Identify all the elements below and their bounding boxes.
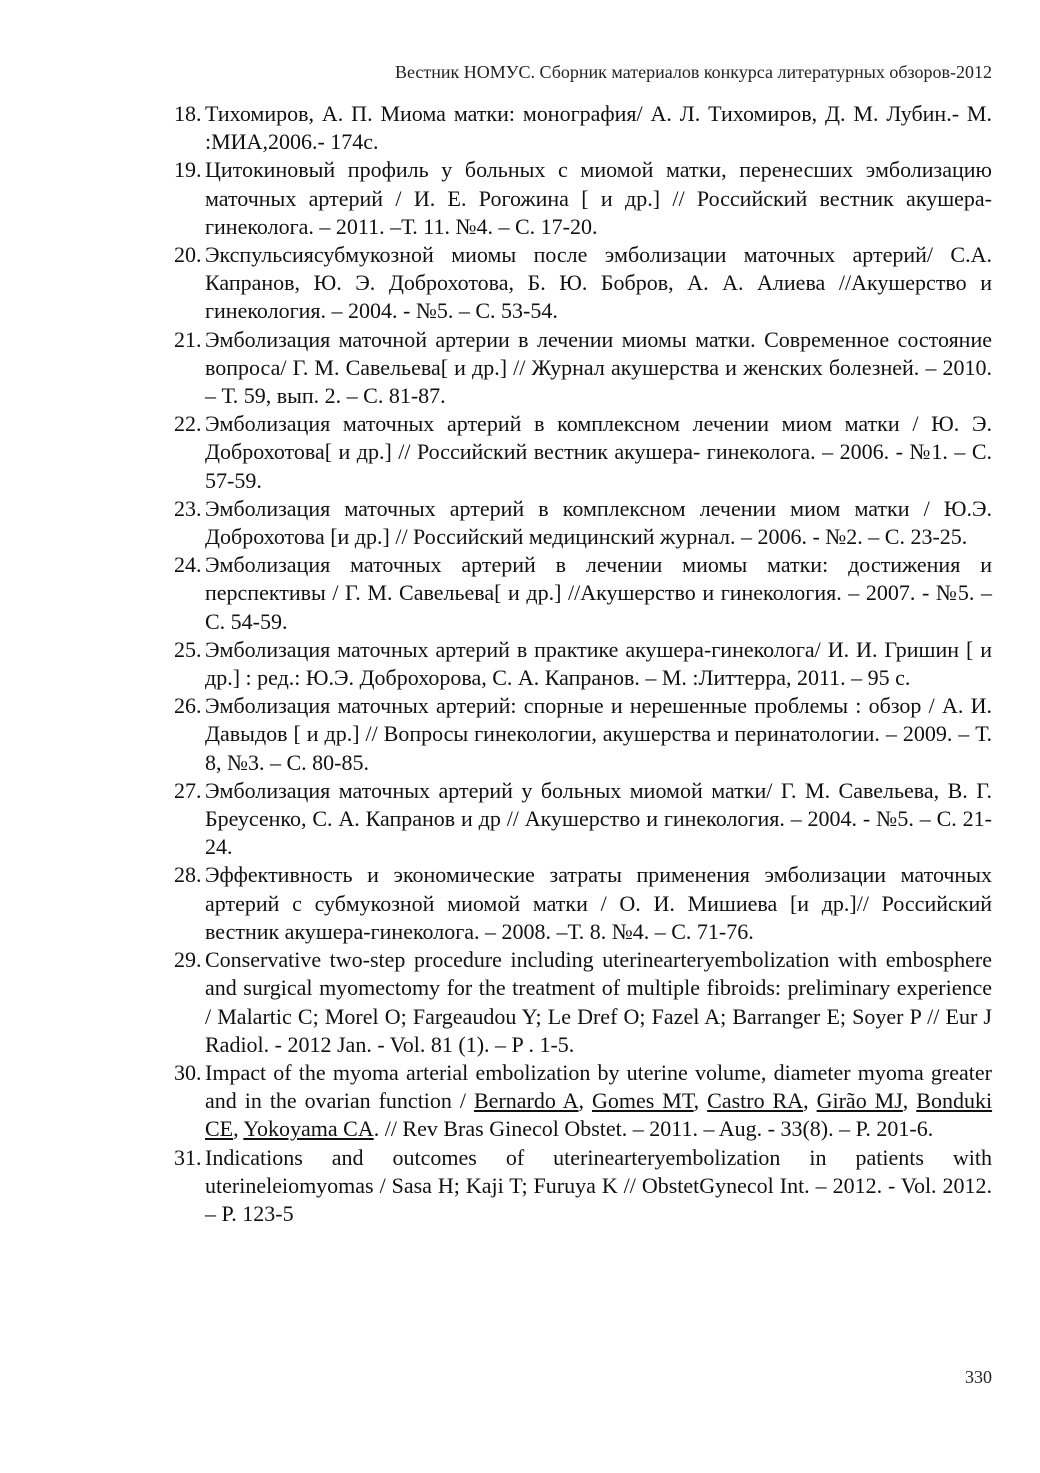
reference-item [174,495,992,551]
reference-text-segment: Цитокиновый профиль у больных с миомой матки, перенесших эмболизацию маточных артерий / И. Е. Рогожина [ и др.] // Российский вестник акушера- гинеколога. – 2011. –Т. 11. №4. – С. 17-20. [205,157,992,239]
reference-text-segment: Indications and outcomes of uterinearteryembolization in patients with uterineleiomyomas / Sasa H; Kaji T; Furuya K // ObstetGynecol Int. – 2012. - Vol. 2012. – P. 123-5 [205,1144,992,1226]
reference-text [205,1060,992,1141]
reference-item [174,410,992,495]
reference-text-segment: Эмболизация маточных артерий в комплексном лечении миом матки / Ю.Э. Доброхотова [и др.] // Российский медицинский журнал. – 2006. - №2. – С. 23-25. [205,495,992,550]
author-link[interactable]: Girão MJ [816,1088,903,1114]
reference-number: 25. [174,636,202,662]
reference-item [174,551,992,636]
reference-text-segment: Эмболизация маточных артерий у больных миомой матки/ Г. М. Савельева, В. Г. Бреусенко, С. А. Капранов и др // Акушерство и гинекология. – 2004. - №5. – С. 21-24. [205,777,992,860]
reference-number: 19. [174,157,202,183]
reference-number: 21. [174,326,202,352]
reference-item [174,156,992,241]
reference-text [205,552,992,633]
reference-text [205,693,992,774]
reference-item [174,777,992,862]
reference-number: 23. [174,495,202,521]
reference-number: 27. [174,777,202,803]
reference-text-segment: Эффективность и экономические затраты применения эмболизации маточных артерий с субмукозной миомой матки / О. И. Мишиева [и др.]// Российский вестник акушера-гинеколога. – 2008. –Т. 8. №4. – С. 71-76. [205,862,992,944]
reference-text [205,1145,992,1226]
reference-text-segment: Impact of the myoma arterial embolization by uterine volume, diameter myoma greater and in the ovarian function / [205,1059,992,1114]
reference-item [174,1059,992,1144]
author-link[interactable]: Gomes MT [591,1088,694,1114]
reference-item [174,1144,992,1229]
reference-item [174,241,992,326]
reference-text [205,157,992,238]
reference-number: 31. [174,1144,202,1170]
reference-text [205,411,992,492]
reference-text [205,947,992,1057]
reference-number: 24. [174,552,202,578]
reference-text [205,862,992,943]
reference-text-segment: Эмболизация маточных артерий в комплексном лечении миом матки / Ю. Э. Доброхотова[ и др.] // Российский вестник акушера- гинеколога. – 2006. - №1. – С. 57-59. [205,411,992,493]
reference-number: 20. [174,242,202,268]
reference-text-segment: , [693,1088,708,1114]
reference-text-segment: , [233,1116,244,1142]
reference-item [174,326,992,411]
reference-text [205,101,992,154]
reference-text-segment: Эмболизация маточных артерий в практике акушера-гинеколога/ И. И. Гришин [ и др.] : ред.: Ю.Э. Доброхорова, С. А. Капранов. – М. :Литтерра, 2011. – 95 с. [205,636,992,691]
author-link[interactable]: Castro RA [707,1088,804,1114]
reference-text [205,496,992,549]
reference-list [174,100,992,1228]
reference-text [205,327,992,408]
reference-text-segment: Тихомиров, А. П. Миома матки: монография/ А. Л. Тихомиров, Д. М. Лубин.- М. :МИА,2006.- 174с. [205,101,992,155]
reference-item [174,861,992,946]
reference-number: 30. [174,1059,202,1085]
reference-item [174,692,992,777]
reference-item [174,946,992,1059]
author-link[interactable]: Yokoyama CA [243,1116,374,1142]
reference-item [174,636,992,692]
running-header: Вестник НОМУС. Сборник материалов конкурса литературных обзоров-2012 [394,62,992,82]
reference-text-segment: Эмболизация маточных артерий в лечении миомы матки: достижения и перспективы / Г. М. Савельева[ и др.] //Акушерство и гинекология. – 2007. - №5. – С. 54-59. [205,552,992,634]
reference-text-segment: . // Rev Bras Ginecol Obstet. – 2011. – Aug. - 33(8). – P. 201-6. [373,1116,934,1142]
reference-text-segment: , [902,1088,917,1114]
reference-text [205,778,992,859]
reference-text-segment: , [578,1088,592,1114]
author-link[interactable]: Bernardo A [473,1088,579,1114]
reference-number: 29. [174,947,202,973]
reference-number: 26. [174,693,202,719]
reference-number: 18. [174,101,202,126]
reference-text [205,637,992,690]
reference-text-segment: Эмболизация маточной артерии в лечении миомы матки. Современное состояние вопроса/ Г. М. Савельева[ и др.] // Журнал акушерства и женских болезней. – 2010. – Т. 59, вып. 2. – С. 81-87. [205,326,992,409]
reference-text-segment: Экспульсиясубмукозной миомы после эмболизации маточных артерий/ С.А. Капранов, Ю. Э. Доброхотова, Б. Ю. Бобров, А. А. Алиева //Акушерство и гинекология. – 2004. - №5. – С. 53-54. [205,242,992,324]
reference-text [205,242,992,323]
reference-number: 22. [174,411,202,437]
reference-text-segment: Conservative two-step procedure including uterinearteryembolization with embosphere and surgical myomectomy for the treatment of multiple fibroids: preliminary experience / Malartic C; Morel O; Fargeaudou Y; Le Dref O; Fazel A; Barranger E; Soyer P // Eur J Radiol. - 2012 Jan. - Vol. 81 (1). – P . 1-5. [205,947,992,1057]
author-link[interactable]: Bonduki CE [205,1088,993,1142]
reference-text-segment: , [803,1088,817,1114]
reference-text-segment: Эмболизация маточных артерий: спорные и нерешенные проблемы : обзор / А. И. Давыдов [ и др.] // Вопросы гинекологии, акушерства и перинатологии. – 2009. – Т. 8, №3. – С. 80-85. [205,693,992,775]
reference-number: 28. [174,862,202,888]
reference-item [174,100,992,156]
page-number: 330 [965,1367,992,1387]
